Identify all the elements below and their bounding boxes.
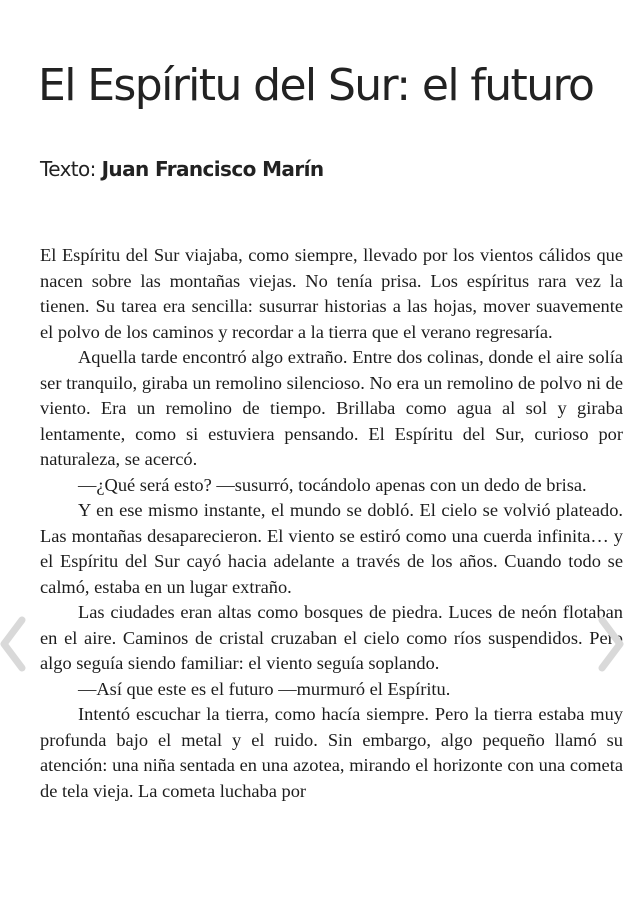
paragraph: Y en ese mismo instante, el mundo se dobló. El cielo se volvió plateado. Las montañas desaparecieron. El viento se estiró como una cuerda infinita… y el Espíritu del Sur cayó hacia adelante a través de los años. Cuando todo se calmó, estaba en un lugar extraño. — [40, 500, 623, 597]
article-body — [40, 243, 623, 804]
paragraph: —Así que este es el futuro —murmuró el Espíritu. — [78, 678, 451, 699]
paragraph: Aquella tarde encontró algo extraño. Entre dos colinas, donde el aire solía ser tranquilo, giraba un remolino silencioso. No era un remolino de polvo ni de viento. Era un remolino de tiempo. Brillaba como agua al sol y giraba lentamente, como si estuviera pensando. El Espíritu del Sur, curioso por naturaleza, se acercó. — [40, 347, 623, 469]
paragraph: El Espíritu del Sur viajaba, como siempre, llevado por los vientos cálidos que nacen sobre las montañas viejas. No tenía prisa. Los espíritus rara vez la tienen. Su tarea era sencilla: susurrar historias a las hojas, mover suavemente el polvo de los caminos y recordar a la tierra que el verano regresaría. — [40, 245, 623, 342]
byline-prefix: Texto: — [40, 157, 96, 181]
paragraph: Intentó escuchar la tierra, como hacía siempre. Pero la tierra estaba muy profunda bajo el metal y el ruido. Sin embargo, algo pequeño llamó su atención: una niña sentada en una azotea, mirando el horizonte con una cometa de tela vieja. La cometa luchaba por — [40, 704, 623, 801]
paragraph: —¿Qué será esto? —susurró, tocándolo apenas con un dedo de brisa. — [78, 474, 587, 495]
article-title: El Espíritu del Sur: el futuro — [38, 60, 594, 111]
paragraph: Las ciudades eran altas como bosques de piedra. Luces de neón flotaban en el aire. Caminos de cristal cruzaban el cielo como ríos suspendidos. Pero algo seguía siendo familiar: el viento seguía soplando. — [40, 602, 623, 673]
previous-page-button[interactable] — [0, 614, 34, 674]
next-page-button[interactable] — [590, 614, 628, 674]
article-byline — [40, 157, 323, 181]
chevron-right-icon — [590, 614, 628, 674]
author-name: Juan Francisco Marín — [101, 157, 324, 181]
chevron-left-icon — [0, 614, 34, 674]
